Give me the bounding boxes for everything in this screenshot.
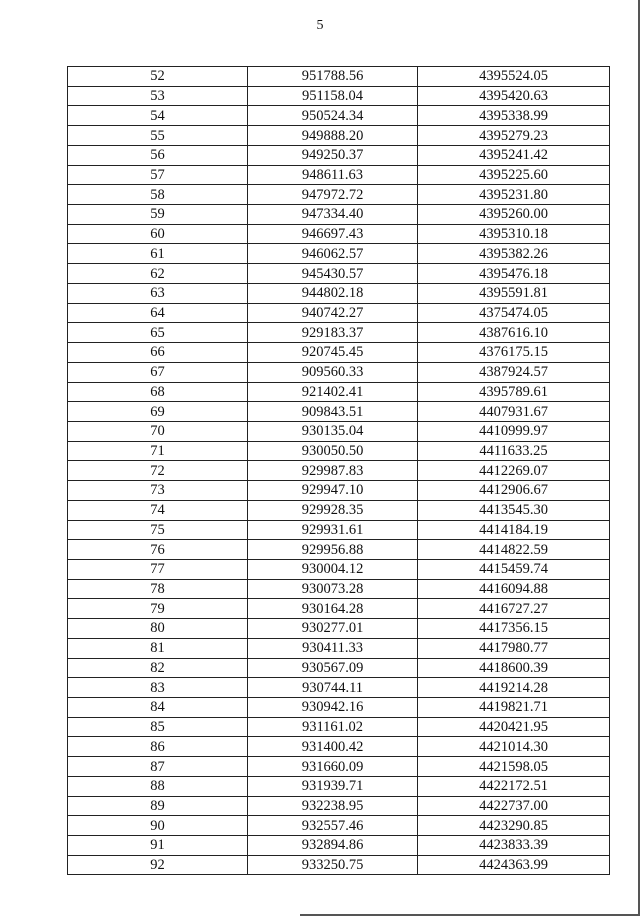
point-number-cell: 73 — [68, 481, 248, 501]
x-coordinate-cell: 932238.95 — [248, 796, 418, 816]
point-number-cell: 78 — [68, 579, 248, 599]
x-coordinate-cell: 929947.10 — [248, 481, 418, 501]
table-row — [68, 145, 610, 165]
point-number-cell: 69 — [68, 402, 248, 422]
y-coordinate-cell: 4375474.05 — [418, 303, 610, 323]
table-row — [68, 224, 610, 244]
table-row — [68, 441, 610, 461]
x-coordinate-cell: 945430.57 — [248, 264, 418, 284]
x-coordinate-cell: 947972.72 — [248, 185, 418, 205]
point-number-cell: 87 — [68, 757, 248, 777]
point-number-cell: 63 — [68, 283, 248, 303]
table-row — [68, 461, 610, 481]
table-row — [68, 421, 610, 441]
table-row — [68, 481, 610, 501]
point-number-cell: 84 — [68, 698, 248, 718]
table-row — [68, 244, 610, 264]
table-row — [68, 678, 610, 698]
point-number-cell: 64 — [68, 303, 248, 323]
y-coordinate-cell: 4417356.15 — [418, 619, 610, 639]
x-coordinate-cell: 909560.33 — [248, 362, 418, 382]
table-row — [68, 776, 610, 796]
point-number-cell: 91 — [68, 836, 248, 856]
table-row — [68, 599, 610, 619]
x-coordinate-cell: 930135.04 — [248, 421, 418, 441]
point-number-cell: 74 — [68, 500, 248, 520]
point-number-cell: 54 — [68, 106, 248, 126]
y-coordinate-cell: 4422172.51 — [418, 776, 610, 796]
table-row — [68, 658, 610, 678]
point-number-cell: 90 — [68, 816, 248, 836]
table-row — [68, 106, 610, 126]
table-row — [68, 520, 610, 540]
x-coordinate-cell: 931660.09 — [248, 757, 418, 777]
x-coordinate-cell: 930004.12 — [248, 559, 418, 579]
x-coordinate-cell: 930567.09 — [248, 658, 418, 678]
x-coordinate-cell: 929931.61 — [248, 520, 418, 540]
point-number-cell: 55 — [68, 126, 248, 146]
x-coordinate-cell: 951788.56 — [248, 67, 418, 87]
x-coordinate-cell: 950524.34 — [248, 106, 418, 126]
point-number-cell: 88 — [68, 776, 248, 796]
y-coordinate-cell: 4412269.07 — [418, 461, 610, 481]
x-coordinate-cell: 931939.71 — [248, 776, 418, 796]
point-number-cell: 52 — [68, 67, 248, 87]
x-coordinate-cell: 929987.83 — [248, 461, 418, 481]
table-row — [68, 638, 610, 658]
table-row — [68, 540, 610, 560]
y-coordinate-cell: 4412906.67 — [418, 481, 610, 501]
x-coordinate-cell: 929183.37 — [248, 323, 418, 343]
table-row — [68, 757, 610, 777]
coordinates-table — [67, 66, 610, 875]
x-coordinate-cell: 930073.28 — [248, 579, 418, 599]
table-row — [68, 796, 610, 816]
x-coordinate-cell: 930277.01 — [248, 619, 418, 639]
point-number-cell: 66 — [68, 343, 248, 363]
y-coordinate-cell: 4395524.05 — [418, 67, 610, 87]
x-coordinate-cell: 949888.20 — [248, 126, 418, 146]
table-row — [68, 559, 610, 579]
x-coordinate-cell: 930050.50 — [248, 441, 418, 461]
y-coordinate-cell: 4395260.00 — [418, 205, 610, 225]
y-coordinate-cell: 4395310.18 — [418, 224, 610, 244]
table-row — [68, 185, 610, 205]
point-number-cell: 59 — [68, 205, 248, 225]
x-coordinate-cell: 948611.63 — [248, 165, 418, 185]
point-number-cell: 65 — [68, 323, 248, 343]
table-row — [68, 264, 610, 284]
table-row — [68, 205, 610, 225]
point-number-cell: 86 — [68, 737, 248, 757]
y-coordinate-cell: 4410999.97 — [418, 421, 610, 441]
table-row — [68, 836, 610, 856]
x-coordinate-cell: 932557.46 — [248, 816, 418, 836]
y-coordinate-cell: 4423290.85 — [418, 816, 610, 836]
y-coordinate-cell: 4422737.00 — [418, 796, 610, 816]
y-coordinate-cell: 4421598.05 — [418, 757, 610, 777]
point-number-cell: 80 — [68, 619, 248, 639]
point-number-cell: 53 — [68, 86, 248, 106]
x-coordinate-cell: 946062.57 — [248, 244, 418, 264]
y-coordinate-cell: 4415459.74 — [418, 559, 610, 579]
table-row — [68, 816, 610, 836]
x-coordinate-cell: 946697.43 — [248, 224, 418, 244]
x-coordinate-cell: 931161.02 — [248, 717, 418, 737]
point-number-cell: 83 — [68, 678, 248, 698]
point-number-cell: 92 — [68, 855, 248, 875]
point-number-cell: 60 — [68, 224, 248, 244]
point-number-cell: 56 — [68, 145, 248, 165]
x-coordinate-cell: 921402.41 — [248, 382, 418, 402]
x-coordinate-cell: 929956.88 — [248, 540, 418, 560]
table-row — [68, 362, 610, 382]
x-coordinate-cell: 920745.45 — [248, 343, 418, 363]
y-coordinate-cell: 4395789.61 — [418, 382, 610, 402]
x-coordinate-cell: 940742.27 — [248, 303, 418, 323]
table-row — [68, 283, 610, 303]
point-number-cell: 62 — [68, 264, 248, 284]
point-number-cell: 89 — [68, 796, 248, 816]
y-coordinate-cell: 4395591.81 — [418, 283, 610, 303]
y-coordinate-cell: 4414822.59 — [418, 540, 610, 560]
y-coordinate-cell: 4414184.19 — [418, 520, 610, 540]
table-row — [68, 855, 610, 875]
y-coordinate-cell: 4423833.39 — [418, 836, 610, 856]
y-coordinate-cell: 4419214.28 — [418, 678, 610, 698]
x-coordinate-cell: 931400.42 — [248, 737, 418, 757]
x-coordinate-cell: 909843.51 — [248, 402, 418, 422]
point-number-cell: 72 — [68, 461, 248, 481]
x-coordinate-cell: 930942.16 — [248, 698, 418, 718]
point-number-cell: 75 — [68, 520, 248, 540]
y-coordinate-cell: 4395338.99 — [418, 106, 610, 126]
y-coordinate-cell: 4418600.39 — [418, 658, 610, 678]
table-row — [68, 165, 610, 185]
x-coordinate-cell: 951158.04 — [248, 86, 418, 106]
point-number-cell: 67 — [68, 362, 248, 382]
table-row — [68, 717, 610, 737]
table-row — [68, 402, 610, 422]
point-number-cell: 57 — [68, 165, 248, 185]
y-coordinate-cell: 4395420.63 — [418, 86, 610, 106]
y-coordinate-cell: 4416727.27 — [418, 599, 610, 619]
point-number-cell: 81 — [68, 638, 248, 658]
y-coordinate-cell: 4376175.15 — [418, 343, 610, 363]
x-coordinate-cell: 930744.11 — [248, 678, 418, 698]
point-number-cell: 70 — [68, 421, 248, 441]
y-coordinate-cell: 4416094.88 — [418, 579, 610, 599]
x-coordinate-cell: 930164.28 — [248, 599, 418, 619]
y-coordinate-cell: 4413545.30 — [418, 500, 610, 520]
point-number-cell: 68 — [68, 382, 248, 402]
y-coordinate-cell: 4421014.30 — [418, 737, 610, 757]
table-row — [68, 126, 610, 146]
table-row — [68, 67, 610, 87]
y-coordinate-cell: 4420421.95 — [418, 717, 610, 737]
y-coordinate-cell: 4419821.71 — [418, 698, 610, 718]
x-coordinate-cell: 932894.86 — [248, 836, 418, 856]
x-coordinate-cell: 949250.37 — [248, 145, 418, 165]
table-row — [68, 303, 610, 323]
table-row — [68, 698, 610, 718]
x-coordinate-cell: 947334.40 — [248, 205, 418, 225]
point-number-cell: 58 — [68, 185, 248, 205]
page-number: 5 — [316, 18, 324, 33]
point-number-cell: 77 — [68, 559, 248, 579]
table-row — [68, 323, 610, 343]
y-coordinate-cell: 4387616.10 — [418, 323, 610, 343]
x-coordinate-cell: 933250.75 — [248, 855, 418, 875]
y-coordinate-cell: 4411633.25 — [418, 441, 610, 461]
table-row — [68, 343, 610, 363]
table-row — [68, 737, 610, 757]
table-row — [68, 382, 610, 402]
table-row — [68, 619, 610, 639]
y-coordinate-cell: 4395225.60 — [418, 165, 610, 185]
coordinates-table-body — [68, 67, 610, 875]
point-number-cell: 82 — [68, 658, 248, 678]
point-number-cell: 61 — [68, 244, 248, 264]
x-coordinate-cell: 929928.35 — [248, 500, 418, 520]
y-coordinate-cell: 4395279.23 — [418, 126, 610, 146]
y-coordinate-cell: 4417980.77 — [418, 638, 610, 658]
point-number-cell: 76 — [68, 540, 248, 560]
y-coordinate-cell: 4407931.67 — [418, 402, 610, 422]
x-coordinate-cell: 930411.33 — [248, 638, 418, 658]
point-number-cell: 85 — [68, 717, 248, 737]
table-row — [68, 579, 610, 599]
y-coordinate-cell: 4395382.26 — [418, 244, 610, 264]
point-number-cell: 79 — [68, 599, 248, 619]
y-coordinate-cell: 4395241.42 — [418, 145, 610, 165]
y-coordinate-cell: 4395231.80 — [418, 185, 610, 205]
y-coordinate-cell: 4424363.99 — [418, 855, 610, 875]
x-coordinate-cell: 944802.18 — [248, 283, 418, 303]
table-row — [68, 500, 610, 520]
table-row — [68, 86, 610, 106]
point-number-cell: 71 — [68, 441, 248, 461]
y-coordinate-cell: 4395476.18 — [418, 264, 610, 284]
y-coordinate-cell: 4387924.57 — [418, 362, 610, 382]
